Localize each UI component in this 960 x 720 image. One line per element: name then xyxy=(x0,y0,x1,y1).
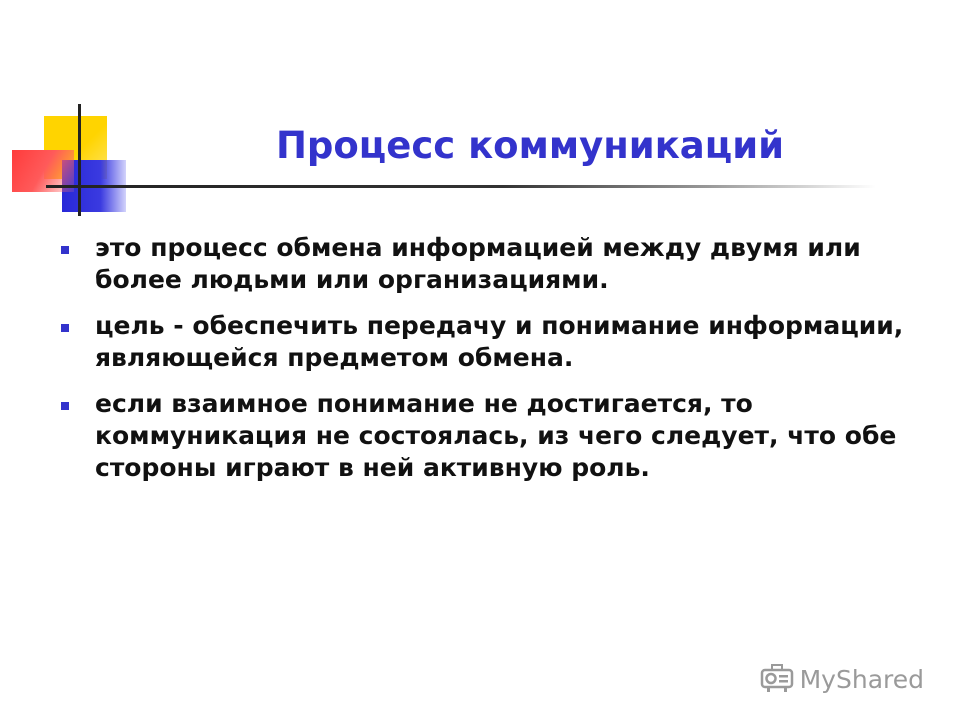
bullet-list xyxy=(60,232,920,498)
slide-title: Процесс коммуникаций xyxy=(275,124,785,167)
bullet-text: это процесс обмена информацией между двумя или более людьми или организациями. xyxy=(95,233,861,294)
bullet-marker-icon xyxy=(61,402,69,410)
bullet-marker-icon xyxy=(61,246,69,254)
bullet-text: если взаимное понимание не достигается, то коммуникация не состоялась, из чего следует, что обе стороны играют в ней активную роль. xyxy=(95,389,897,482)
watermark-text: MyShared xyxy=(799,664,924,694)
projector-icon xyxy=(760,664,794,694)
watermark-logo xyxy=(760,664,924,694)
bullet-text: цель - обеспечить передачу и понимание информации, являющейся предметом обмена. xyxy=(95,311,904,372)
bullet-item xyxy=(60,388,920,484)
bullet-item xyxy=(60,232,920,296)
decorative-vertical-line xyxy=(78,104,81,216)
bullet-marker-icon xyxy=(61,324,69,332)
title-underline xyxy=(46,185,876,188)
bullet-item xyxy=(60,310,920,374)
